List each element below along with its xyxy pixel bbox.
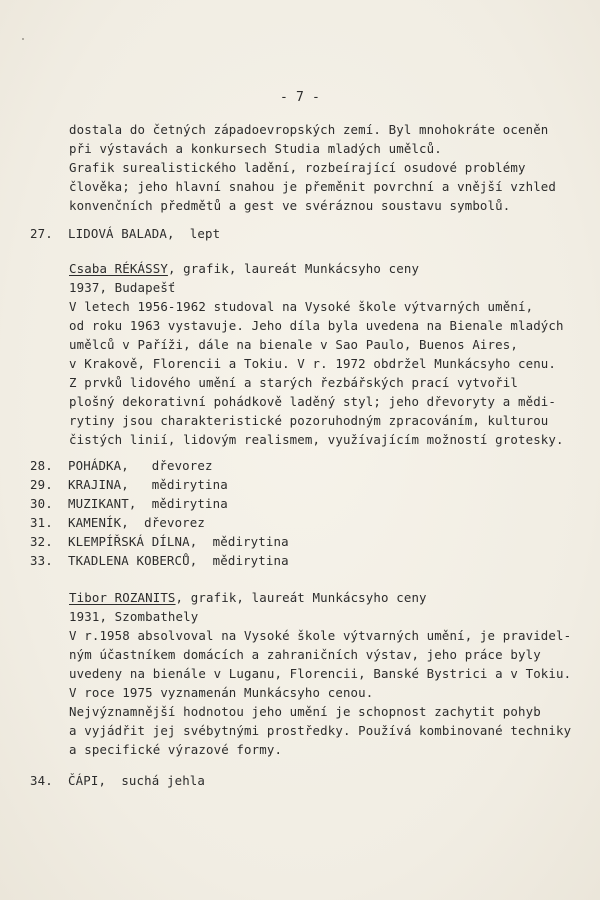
entry-title: MUZIKANT	[68, 496, 129, 511]
entry-title: KAMENÍK	[68, 515, 122, 530]
entry-number: 30.	[30, 496, 53, 511]
catalog-entry: 32. KLEMPÍŘSKÁ DÍLNA, mědirytina	[30, 534, 289, 549]
page-number: - 7 -	[280, 90, 320, 105]
intro-paragraph	[69, 120, 556, 215]
entry-technique: lept	[189, 226, 221, 241]
bio-line: 1931, Szombathely	[69, 609, 199, 624]
entry-separator: ,	[166, 226, 175, 241]
entry-title: ČÁPI	[68, 773, 99, 788]
catalog-entry: 30. MUZIKANT, mědirytina	[30, 496, 228, 511]
entry-technique: dřevorez	[144, 515, 206, 530]
bio-line: čistých linií, lidovým realismem, využívajícím možností grotesky.	[69, 432, 564, 447]
artist-description: , grafik, laureát Munkácsyho ceny	[167, 261, 420, 276]
artist-section-rozanits	[69, 588, 571, 759]
artist-name: Csaba RÉKÁSSY	[69, 261, 168, 276]
intro-line: Grafik surealistického ladění, rozbeírající osudové problémy	[69, 160, 526, 175]
catalog-entry: 29. KRAJINA, mědirytina	[30, 477, 228, 492]
artist-heading	[69, 259, 564, 278]
artist-description: , grafik, laureát Munkácsyho ceny	[175, 590, 427, 605]
artist-name: Tibor ROZANITS	[69, 590, 176, 605]
bio-line: V r.1958 absolvoval na Vysoké škole výtvarných umění, je pravidel-	[69, 628, 572, 643]
entry-title: POHÁDKA	[68, 458, 122, 473]
bio-line: umělců v Paříži, dále na bienale v Sao Paulo, Buenos Aires,	[69, 337, 518, 352]
entry-number: 27.	[30, 226, 53, 241]
intro-line: člověka; jeho hlavní snahou je přeměnit povrchní a vnější vzhled	[69, 179, 557, 194]
artist-heading	[69, 588, 571, 607]
catalog-entry-27	[30, 224, 220, 243]
entry-technique: mědirytina	[212, 534, 289, 549]
catalog-entry: 33. TKADLENA KOBERCŮ, mědirytina	[30, 553, 289, 568]
entry-number: 34.	[30, 773, 53, 788]
entry-technique: mědirytina	[212, 553, 289, 568]
entry-technique: dřevorez	[151, 458, 213, 473]
bio-line: Nejvýznamnější hodnotou jeho umění je schopnost zachytit pohyb	[69, 704, 541, 719]
entry-technique: mědirytina	[151, 496, 228, 511]
bio-line: a vyjádřit jej svébytnými prostředky. Používá kombinované techniky	[69, 723, 572, 738]
bio-line: uvedeny na bienále v Luganu, Florencii, Banské Bystrici a v Tokiu.	[69, 666, 572, 681]
catalog-entry-34	[30, 771, 205, 790]
entry-separator: ,	[98, 773, 107, 788]
bio-line: ným účastníkem domácích a zahraničních výstav, jeho práce byly	[69, 647, 541, 662]
bio-line: 1937, Budapešť	[69, 280, 176, 295]
paper-speck	[22, 38, 24, 40]
entry-title: KLEMPÍŘSKÁ DÍLNA	[68, 534, 190, 549]
entry-number: 29.	[30, 477, 53, 492]
intro-line: při výstavách a konkursech Studia mladých umělců.	[69, 141, 442, 156]
entry-number: 33.	[30, 553, 53, 568]
entry-number: 31.	[30, 515, 53, 530]
entry-title: LIDOVÁ BALADA	[68, 226, 167, 241]
bio-line: v Krakově, Florencii a Tokiu. V r. 1972 obdržel Munkácsyho cenu.	[69, 356, 557, 371]
bio-line: plošný dekorativní pohádkově laděný styl; jeho dřevoryty a mědi-	[69, 394, 557, 409]
entry-technique: mědirytina	[151, 477, 228, 492]
catalog-entries-28-33	[30, 456, 289, 570]
intro-line: dostala do četných západoevropských zemí. Byl mnohokráte oceněn	[69, 122, 549, 137]
catalog-entry: 28. POHÁDKA, dřevorez	[30, 458, 213, 473]
entry-number: 32.	[30, 534, 53, 549]
bio-line: od roku 1963 vystavuje. Jeho díla byla uvedena na Bienale mladých	[69, 318, 564, 333]
bio-line: V roce 1975 vyznamenán Munkácsyho cenou.	[69, 685, 374, 700]
artist-section-rekassy	[69, 259, 564, 449]
intro-line: konvenčních předmětů a gest ve svéráznou soustavu symbolů.	[69, 198, 511, 213]
bio-line: rytiny jsou charakteristické pozoruhodným zpracováním, kulturou	[69, 413, 549, 428]
entry-number: 28.	[30, 458, 53, 473]
bio-line: V letech 1956-1962 studoval na Vysoké škole výtvarných umění,	[69, 299, 534, 314]
catalog-entry: 31. KAMENÍK, dřevorez	[30, 515, 206, 530]
entry-technique: suchá jehla	[121, 773, 206, 788]
entry-title: TKADLENA KOBERCŮ	[68, 553, 190, 568]
bio-line: Z prvků lidového umění a starých řezbářských prací vytvořil	[69, 375, 518, 390]
bio-line: a specifické výrazové formy.	[69, 742, 283, 757]
entry-title: KRAJINA	[68, 477, 122, 492]
